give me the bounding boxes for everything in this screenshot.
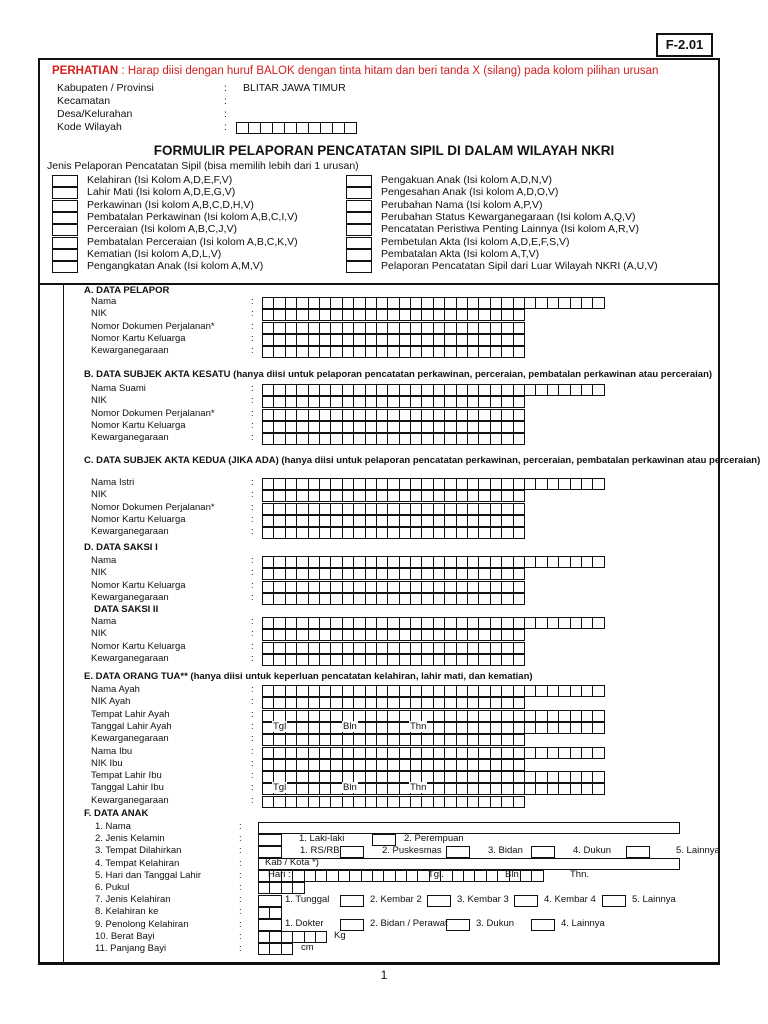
colon: :	[251, 477, 254, 488]
jenis-right-option: Pencatatan Peristiwa Penting Lainnya (Isi kolom A,R,V)	[381, 223, 639, 236]
jenis-right-checkbox[interactable]	[346, 200, 372, 212]
input-cell[interactable]	[513, 322, 525, 334]
input-cell[interactable]	[513, 421, 525, 433]
section-b-field-cells[interactable]	[262, 396, 525, 408]
penolong-option: 2. Bidan / Perawat	[370, 918, 448, 929]
section-e-field-label: Tempat Lahir Ayah	[91, 708, 170, 720]
section-f-field-label: 9. Penolong Kelahiran	[95, 918, 189, 930]
notice-label: PERHATIAN	[52, 65, 119, 77]
input-cell[interactable]	[513, 642, 525, 654]
jenis-kelahiran-option: 5. Lainnya	[632, 894, 676, 905]
section-d2-field-cells[interactable]	[262, 629, 525, 641]
section-e-field-cells[interactable]	[262, 747, 605, 759]
colon: :	[251, 320, 254, 332]
input-cell[interactable]	[344, 122, 357, 134]
tempat-option: 1. RS/RB	[300, 845, 340, 856]
input-cell[interactable]	[592, 747, 604, 759]
section-d2-field-cells[interactable]	[262, 617, 605, 629]
section-d2-field-label: NIK	[91, 628, 107, 640]
section-d1-field-label: Kewarganegaraan	[91, 591, 169, 603]
colon: :	[251, 616, 254, 627]
tanggal-lahir-cells[interactable]	[262, 783, 605, 795]
section-e-field-label: Tanggal Lahir Ayah	[91, 720, 172, 732]
colon: :	[239, 943, 242, 954]
input-cell[interactable]	[592, 478, 604, 490]
section-e-field-cells[interactable]	[262, 771, 605, 783]
section-f-field-label: 10. Berat Bayi	[95, 930, 155, 942]
colon: :	[251, 757, 254, 769]
section-e-field-label: NIK Ayah	[91, 696, 131, 708]
jenis-left-checkbox[interactable]	[52, 249, 78, 261]
section-d1-field-cells[interactable]	[262, 593, 525, 605]
section-d2-field-cells[interactable]	[262, 654, 525, 666]
input-cell[interactable]	[513, 515, 525, 527]
jenis-right-option: Pelaporan Pencatatan Sipil dari Luar Wilayah NKRI (A,U,V)	[381, 260, 658, 273]
jenis-label: Jenis Pelaporan Pencatatan Sipil (bisa memilih lebih dari 1 urusan)	[47, 160, 359, 172]
input-cell[interactable]	[592, 685, 604, 697]
hdr-desa-label: Desa/Kelurahan	[57, 108, 133, 120]
input-cell[interactable]	[513, 309, 525, 321]
jenis-left-checkbox[interactable]	[52, 237, 78, 249]
section-f-field-label: 8. Kelahiran ke	[95, 906, 159, 918]
colon: :	[251, 745, 254, 757]
hari-tanggal-cells[interactable]	[258, 870, 544, 882]
section-a-field-cells[interactable]	[262, 297, 605, 309]
input-cell[interactable]	[513, 334, 525, 346]
input-cell[interactable]	[513, 654, 525, 666]
section-a-field-label: NIK	[91, 308, 107, 320]
input-cell[interactable]	[513, 759, 525, 771]
jenis-right-option: Pembatalan Akta (Isi kolom A,T,V)	[381, 247, 540, 260]
jenis-left-option: Pengangkatan Anak (Isi kolom A,M,V)	[87, 260, 264, 273]
colon: :	[224, 95, 227, 107]
section-b-field-label: Kewarganegaraan	[91, 432, 169, 444]
section-f-field-label: 4. Tempat Kelahiran	[95, 857, 180, 869]
section-b-field-cells[interactable]	[262, 384, 605, 396]
colon: :	[251, 628, 254, 640]
section-a-field-label: Nama	[91, 296, 117, 307]
thn-label: Thn.	[570, 869, 590, 880]
colon: :	[239, 869, 242, 881]
colon: :	[251, 395, 254, 407]
input-cell[interactable]	[513, 527, 525, 539]
colon: :	[251, 567, 254, 579]
jenis-left-checkbox[interactable]	[52, 187, 78, 199]
option-checkbox[interactable]	[340, 846, 364, 858]
section-b-field-cells[interactable]	[262, 421, 525, 433]
input-cell[interactable]	[592, 722, 604, 734]
section-c-field-cells[interactable]	[262, 490, 525, 502]
section-a-field-label: Nomor Kartu Keluarga	[91, 332, 186, 344]
section-d1-field-cells[interactable]	[262, 581, 525, 593]
jenis-right-option: Pengakuan Anak (Isi kolom A,D,N,V)	[381, 174, 552, 186]
section-a-field-label: Kewarganegaraan	[91, 345, 169, 357]
colon: :	[251, 501, 254, 513]
section-e-field-label: NIK Ibu	[91, 757, 123, 769]
bln-label: Bln	[343, 782, 357, 794]
colon: :	[239, 894, 242, 906]
option-checkbox[interactable]	[340, 895, 364, 907]
section-f-field-label: 6. Pukul	[95, 882, 130, 893]
option-checkbox[interactable]	[531, 846, 555, 858]
section-b-field-cells[interactable]	[262, 433, 525, 445]
kode-wilayah-boxes[interactable]	[236, 122, 357, 134]
section-a-field-cells[interactable]	[262, 309, 525, 321]
jenis-right-checkbox[interactable]	[346, 224, 372, 236]
jenis-right-checkbox[interactable]	[346, 175, 372, 187]
section-c-title: C. DATA SUBJEK AKTA KEDUA (JIKA ADA) (hanya diisi untuk pelaporan pencatatan perkawinan, perceraian, pembatalan perkawinan atau perceraian)	[84, 455, 761, 466]
input-cell[interactable]	[513, 697, 525, 709]
section-e-field-cells[interactable]	[262, 697, 525, 709]
jenis-right-option: Perubahan Nama (Isi kolom A,P,V)	[381, 198, 543, 211]
jenis-left-checkbox[interactable]	[52, 175, 78, 187]
jenis-kelahiran-option: 4. Kembar 4	[544, 894, 596, 905]
hari-label: Hari :	[268, 869, 291, 880]
colon: :	[239, 906, 242, 918]
colon: :	[251, 640, 254, 652]
bln-label: Bln	[343, 720, 357, 732]
input-cell[interactable]	[592, 384, 604, 396]
section-e-field-cells[interactable]	[262, 734, 525, 746]
colon: :	[239, 833, 242, 845]
jenis-left-option: Perceraian (Isi kolom A,B,C,J,V)	[87, 223, 237, 236]
hdr-kabupaten-value[interactable]: BLITAR JAWA TIMUR	[243, 82, 346, 94]
input-cell[interactable]	[513, 396, 525, 408]
thn-label: Thn	[410, 720, 427, 732]
colon: :	[251, 419, 254, 431]
colon: :	[251, 782, 254, 794]
jenis-left-option: Perkawinan (Isi kolom A,B,C,D,H,V)	[87, 198, 254, 211]
option-checkbox[interactable]	[446, 846, 470, 858]
colon: :	[251, 794, 254, 806]
section-d2-field-label: Kewarganegaraan	[91, 652, 169, 664]
form-code: F-2.01	[656, 33, 713, 57]
section-d1-title: D. DATA SAKSI I	[84, 542, 158, 553]
section-b-field-label: Nomor Kartu Keluarga	[91, 419, 186, 431]
input-cell[interactable]	[281, 943, 293, 955]
jenis-right-checkbox[interactable]	[346, 249, 372, 261]
option-checkbox[interactable]	[602, 895, 626, 907]
colon: :	[251, 652, 254, 664]
page-number: 1	[380, 968, 388, 982]
option-checkbox[interactable]	[258, 919, 282, 931]
input-cell[interactable]	[315, 931, 327, 943]
colon: :	[239, 930, 242, 942]
section-e-field-cells[interactable]	[262, 759, 525, 771]
section-a-field-cells[interactable]	[262, 334, 525, 346]
input-cell[interactable]	[592, 771, 604, 783]
section-c-field-label: NIK	[91, 489, 107, 501]
pukul-cells[interactable]	[258, 882, 305, 894]
input-cell[interactable]	[513, 593, 525, 605]
hdr-kode-label: Kode Wilayah	[57, 121, 122, 133]
jenis-right-option: Perubahan Status Kewarganegaraan (Isi kolom A,Q,V)	[381, 210, 636, 223]
section-c-field-cells[interactable]	[262, 478, 605, 490]
margin-line	[63, 283, 64, 964]
option-checkbox[interactable]	[514, 895, 538, 907]
input-cell[interactable]	[513, 629, 525, 641]
section-a-field-cells[interactable]	[262, 322, 525, 334]
jenis-right-option: Pembetulan Akta (Isi kolom A,D,E,F,S,V)	[381, 235, 570, 248]
section-e-field-cells[interactable]	[262, 710, 605, 722]
colon: :	[251, 696, 254, 708]
colon: :	[251, 708, 254, 720]
jenis-kelahiran-option: 3. Kembar 3	[457, 894, 509, 905]
jk-option: 1. Laki-laki	[299, 833, 345, 844]
colon: :	[251, 513, 254, 525]
tempat-kelahiran-input[interactable]	[258, 858, 680, 870]
section-e-field-label: Nama Ibu	[91, 745, 133, 757]
jenis-left-checkbox[interactable]	[52, 200, 78, 212]
jenis-left-checkbox[interactable]	[52, 261, 78, 273]
tgl-label: Tgl	[273, 720, 287, 732]
jenis-left-option: Kelahiran (Isi Kolom A,D,E,F,V)	[87, 174, 233, 186]
option-checkbox[interactable]	[626, 846, 650, 858]
kab-kota-label: Kab / Kota *)	[265, 857, 319, 868]
section-f-field-label: 5. Hari dan Tanggal Lahir	[95, 869, 201, 881]
colon: :	[251, 770, 254, 782]
form-title: FORMULIR PELAPORAN PENCATATAN SIPIL DI DALAM WILAYAH NKRI	[153, 143, 615, 158]
jenis-right-checkbox[interactable]	[346, 261, 372, 273]
colon: :	[224, 108, 227, 120]
section-e-field-label: Tanggal Lahir Ibu	[91, 782, 164, 794]
colon: :	[239, 918, 242, 930]
bottom-divider	[38, 962, 720, 964]
section-b-field-label: Nomor Dokumen Perjalanan*	[91, 407, 215, 419]
colon: :	[239, 845, 242, 857]
section-d1-field-label: Nama	[91, 555, 117, 566]
penolong-option: 3. Dukun	[476, 918, 515, 929]
section-d2-field-cells[interactable]	[262, 642, 525, 654]
input-cell[interactable]	[592, 556, 604, 568]
section-b-field-label: Nama Suami	[91, 383, 146, 394]
thn-label: Thn	[410, 782, 427, 794]
colon: :	[239, 882, 242, 893]
input-cell[interactable]	[513, 581, 525, 593]
penolong-option: 4. Lainnya	[561, 918, 605, 929]
section-d1-field-cells[interactable]	[262, 568, 525, 580]
penolong-option: 1. Dokter	[285, 918, 324, 929]
input-cell[interactable]	[269, 907, 281, 919]
section-c-field-label: Kewarganegaraan	[91, 526, 169, 538]
input-cell[interactable]	[513, 568, 525, 580]
section-f-field-label: 11. Panjang Bayi	[95, 943, 167, 954]
tgl-label: Tgl	[273, 782, 287, 794]
colon: :	[251, 308, 254, 320]
section-c-field-cells[interactable]	[262, 527, 525, 539]
option-checkbox[interactable]	[531, 919, 555, 931]
colon: :	[251, 555, 254, 566]
option-checkbox[interactable]	[258, 834, 282, 846]
tgl-label: Tgl.	[428, 869, 444, 880]
colon: :	[251, 526, 254, 538]
notice	[52, 65, 658, 77]
colon: :	[251, 345, 254, 357]
section-e-title: E. DATA ORANG TUA** (hanya diisi untuk keperluan pencatatan kelahiran, lahir mati, dan kematian)	[84, 671, 533, 682]
tempat-option: 3. Bidan	[488, 845, 523, 856]
cm-label: cm	[301, 942, 314, 953]
section-a-field-label: Nomor Dokumen Perjalanan*	[91, 320, 215, 332]
section-d2-title: DATA SAKSI II	[94, 604, 159, 615]
section-e-field-label: Kewarganegaraan	[91, 733, 169, 745]
section-a-title: A. DATA PELAPOR	[84, 285, 170, 296]
colon: :	[239, 857, 242, 869]
colon: :	[251, 684, 254, 695]
option-checkbox[interactable]	[446, 919, 470, 931]
colon: :	[251, 296, 254, 307]
kelahiran-ke-cells[interactable]	[258, 907, 282, 919]
jenis-kelahiran-option: 2. Kembar 2	[370, 894, 422, 905]
colon: :	[251, 579, 254, 591]
jenis-right-checkbox[interactable]	[346, 237, 372, 249]
section-f-field-label: 2. Jenis Kelamin	[95, 833, 165, 845]
input-cell[interactable]	[592, 617, 604, 629]
tempat-option: 4. Dukun	[573, 845, 612, 856]
input-cell[interactable]	[513, 409, 525, 421]
option-checkbox[interactable]	[258, 895, 282, 907]
berat-cells[interactable]	[258, 931, 327, 943]
section-b-field-label: NIK	[91, 395, 107, 407]
section-b-title: B. DATA SUBJEK AKTA KESATU (hanya diisi untuk pelaporan pencatatan perkawinan, perceraian, pembatalan perkawinan atau perceraian)	[84, 369, 713, 380]
colon: :	[224, 82, 227, 94]
section-c-field-cells[interactable]	[262, 503, 525, 515]
section-e-field-cells[interactable]	[262, 796, 525, 808]
section-d2-field-label: Nama	[91, 616, 117, 627]
colon: :	[251, 720, 254, 732]
jk-option: 2. Perempuan	[404, 833, 464, 844]
colon: :	[251, 733, 254, 745]
input-cell[interactable]	[513, 433, 525, 445]
input-cell[interactable]	[592, 297, 604, 309]
section-e-field-cells[interactable]	[262, 685, 605, 697]
jenis-left-option: Lahir Mati (Isi kolom A,D,E,G,V)	[87, 186, 236, 199]
jenis-left-option: Pembatalan Perkawinan (Isi kolom A,B,C,I,V)	[87, 210, 298, 223]
jenis-right-option: Pengesahan Anak (Isi kolom A,D,O,V)	[381, 186, 559, 199]
input-cell[interactable]	[531, 870, 543, 882]
section-d2-field-label: Nomor Kartu Keluarga	[91, 640, 186, 652]
jenis-kelahiran-option: 1. Tunggal	[285, 894, 330, 905]
colon: :	[251, 591, 254, 603]
jenis-right-checkbox[interactable]	[346, 212, 372, 224]
section-c-field-label: Nomor Kartu Keluarga	[91, 513, 186, 525]
input-cell[interactable]	[513, 346, 525, 358]
kg-label: Kg	[334, 930, 346, 941]
section-f-field-label: 7. Jenis Kelahiran	[95, 894, 171, 906]
option-checkbox[interactable]	[427, 895, 451, 907]
colon: :	[251, 489, 254, 501]
hdr-kabupaten-label: Kabupaten / Provinsi	[57, 82, 154, 94]
tanggal-lahir-cells[interactable]	[262, 722, 605, 734]
section-e-field-label: Nama Ayah	[91, 684, 140, 695]
colon: :	[251, 432, 254, 444]
input-cell[interactable]	[292, 882, 304, 894]
tempat-option: 2. Puskesmas	[382, 845, 442, 856]
input-cell[interactable]	[513, 796, 525, 808]
colon: :	[224, 121, 227, 133]
colon: :	[251, 407, 254, 419]
section-c-field-cells[interactable]	[262, 515, 525, 527]
notice-text: : Harap diisi dengan huruf BALOK dengan tinta hitam dan beri tanda X (silang) pada kolom pilihan urusan	[118, 65, 659, 77]
section-f-field-label: 1. Nama	[95, 821, 131, 832]
section-e-field-label: Kewarganegaraan	[91, 794, 169, 806]
bln-label: Bln	[505, 869, 519, 880]
jenis-right-checkbox[interactable]	[346, 187, 372, 199]
jenis-left-checkbox[interactable]	[52, 212, 78, 224]
section-d1-field-label: NIK	[91, 567, 107, 579]
section-a-field-cells[interactable]	[262, 346, 525, 358]
section-b-field-cells[interactable]	[262, 409, 525, 421]
section-d1-field-label: Nomor Kartu Keluarga	[91, 579, 186, 591]
hdr-kecamatan-label: Kecamatan	[57, 95, 111, 107]
jenis-left-checkbox[interactable]	[52, 224, 78, 236]
input-cell[interactable]	[513, 734, 525, 746]
tempat-option: 5. Lainnya	[676, 845, 720, 856]
colon: :	[239, 821, 242, 832]
section-c-field-label: Nomor Dokumen Perjalanan*	[91, 501, 215, 513]
jenis-left-option: Pembatalan Perceraian (Isi kolom A,B,C,K,V)	[87, 235, 298, 248]
input-cell[interactable]	[592, 710, 604, 722]
section-e-field-label: Tempat Lahir Ibu	[91, 770, 162, 782]
section-f-field-label: 3. Tempat Dilahirkan	[95, 845, 182, 857]
input-cell[interactable]	[513, 490, 525, 502]
colon: :	[251, 383, 254, 394]
panjang-cells[interactable]	[258, 943, 293, 955]
section-c-field-label: Nama Istri	[91, 477, 135, 488]
input-cell[interactable]	[513, 503, 525, 515]
jenis-left-option: Kematian (Isi kolom A,D,L,V)	[87, 247, 222, 260]
colon: :	[251, 332, 254, 344]
input-cell[interactable]	[592, 783, 604, 795]
section-f-title: F. DATA ANAK	[84, 808, 149, 819]
section-d1-field-cells[interactable]	[262, 556, 605, 568]
